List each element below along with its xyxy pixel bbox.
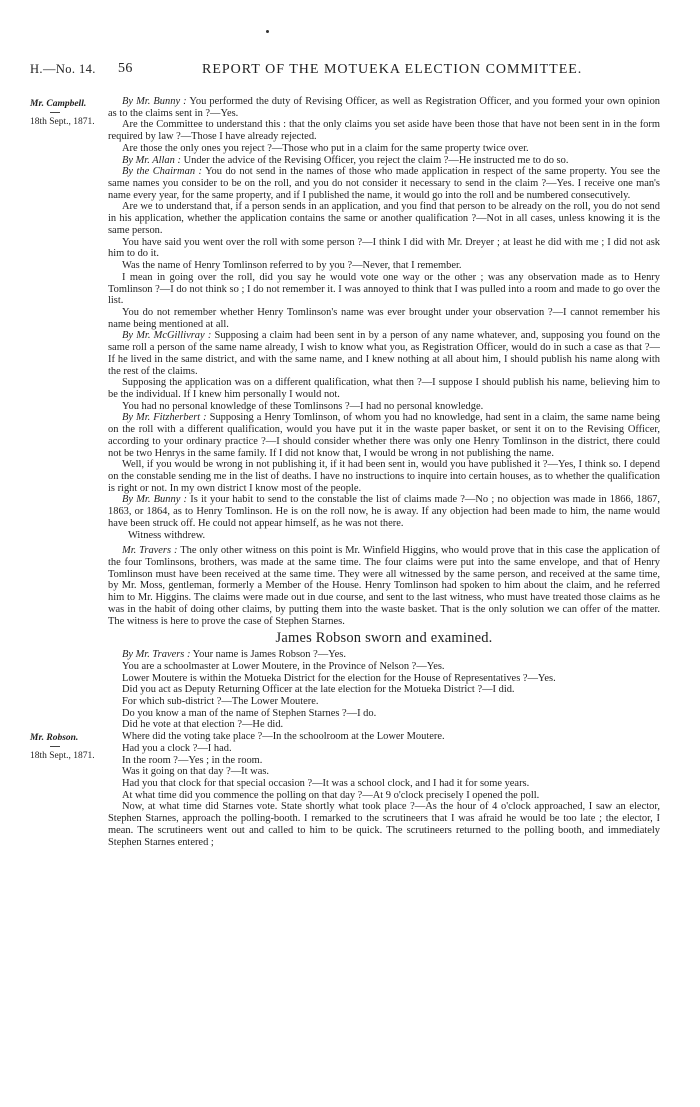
- testimony-paragraph: [108, 272, 660, 307]
- margin-note-rule: [50, 746, 60, 747]
- paragraph-text: You performed the duty of Revising Officer, as well as Registration Officer, and you formed your own opinion as to the claims sent in ?—Yes.: [108, 96, 661, 119]
- section-heading: James Robson sworn and examined.: [275, 630, 493, 647]
- testimony-paragraph: [108, 143, 660, 155]
- testimony-paragraph: [108, 166, 660, 201]
- paragraph-text: You do not remember whether Henry Tomlinson's name was ever brought under your observation ?—I cannot remember his name being mentioned at all.: [108, 306, 660, 330]
- paragraph-text: Was it going on that day ?—It was.: [122, 766, 269, 778]
- paragraph-text: Under the advice of the Revising Officer, you reject the claim ?—He instructed me to do so.: [180, 154, 569, 166]
- paragraph-text: For which sub-district ?—The Lower Moutere.: [122, 695, 319, 707]
- travers-statement: [108, 545, 660, 627]
- paragraph-text: Where did the voting take place ?—In the schoolroom at the Lower Moutere.: [122, 731, 445, 743]
- margin-note-name: Mr. Robson.: [30, 733, 79, 743]
- testimony-paragraph: [108, 649, 660, 661]
- paragraph-text: Are the Committee to understand this : that the only claims you set aside have been those that have not been sent in in the form required by law ?—Those I have already rejected.: [108, 119, 660, 143]
- testimony-paragraph: [108, 459, 660, 494]
- paragraph-text: Are those the only ones you reject ?—Those who put in a claim for the same property twice over.: [122, 142, 529, 154]
- testimony-paragraph: [108, 778, 660, 790]
- testimony-paragraph: [108, 377, 660, 400]
- testimony-paragraph: [108, 201, 660, 236]
- testimony-paragraph: [108, 743, 660, 755]
- margin-note-name: Mr. Campbell.: [30, 99, 87, 109]
- paragraph-text: I mean in going over the roll, did you say he would vote one way or the other ; was any observation made as to Henry Tomlinson ?—I do not think so ; I do not remember it. I was annoyed to think that I was pulled into a room and made to go over the list.: [108, 271, 660, 307]
- speaker: By Mr. Bunny :: [122, 96, 187, 107]
- testimony-paragraph: [108, 766, 660, 778]
- paragraph-text: In the room ?—Yes ; in the room.: [122, 754, 263, 766]
- testimony-paragraph: [108, 96, 660, 119]
- paragraph-text: You do not send in the names of those who made application in respect of the same property. You see the same names you consider to be on the roll, and you do not consider it necessary to send in the claim ?—Yes. I receive one man's name every year, for the same property, and if I published the name, it would go into the roll and be numbered consecutively.: [108, 166, 660, 201]
- margin-note-robson: [30, 732, 95, 762]
- testimony-paragraph: [108, 401, 660, 413]
- paragraph-text: Had you a clock ?—I had.: [122, 742, 232, 754]
- paragraph-text: Did you act as Deputy Returning Officer at the late election for the Motueka District ?—I did.: [122, 684, 515, 696]
- testimony-paragraph: [108, 731, 660, 743]
- testimony-paragraph: [108, 684, 660, 696]
- testimony-paragraph: [108, 155, 660, 167]
- paragraph-text: Are we to understand that, if a person sends in an application, and you find that person to be already on the roll, you do not send in his application, whether the application contains the same or another qualification ?—Not in all cases, unless knowing it is the same person.: [108, 201, 660, 236]
- testimony-paragraph: [108, 696, 660, 708]
- paragraph-text: You had no personal knowledge of these Tomlinsons ?—I had no personal knowledge.: [122, 400, 484, 412]
- paragraph-text: Lower Moutere is within the Motueka District for the election for the House of Representatives ?—Yes.: [122, 672, 556, 684]
- margin-note-campbell: [30, 98, 95, 128]
- margin-note-rule: [50, 112, 60, 113]
- testimony-paragraph: [108, 119, 660, 142]
- speaker: By Mr. Fitzherbert :: [122, 412, 207, 424]
- witness-withdrew: Witness withdrew.: [128, 529, 206, 541]
- paragraph-text: You have said you went over the roll with some person ?—I think I did with Mr. Dreyer ; at least he did with me ; I did not ask him to do it.: [108, 236, 660, 260]
- paragraph-text: At what time did you commence the polling on that day ?—At 9 o'clock precisely I opened the poll.: [122, 789, 540, 801]
- paragraph-text: Supposing a claim had been sent in by a person of any name whatever, and, supposing you found on the same roll a person of the same name already, I wish to know what you, as Registration Officer, would do in such a case as that ?—If he lived in the same district, and with the same name, and I knew nothing at all about him, I should publish his name along with the rest of the claims.: [108, 330, 661, 377]
- margin-note-date: 18th Sept., 1871.: [30, 117, 95, 127]
- testimony-paragraph: [108, 494, 660, 529]
- speaker: By Mr. Bunny :: [122, 494, 188, 506]
- testimony-campbell: [108, 96, 660, 530]
- paragraph-text: Had you that clock for that special occasion ?—It was a school clock, and I had it for some years.: [122, 777, 530, 789]
- paragraph-text: Now, at what time did Starnes vote. State shortly what took place ?—As the hour of 4 o'clock approached, I saw an elector, Stephen Starnes, approach the polling-booth. I remarked to the scrutineers that I was afraid he would be too late ; the elector, I mean. The scrutineers went out and called to him to be quick. The scrutineers returned to the polling booth, and immediately Stephen Starnes entered ;: [108, 801, 660, 848]
- testimony-paragraph: [108, 260, 660, 272]
- page-number: 56: [118, 61, 133, 76]
- paragraph-text: Supposing a Henry Tomlinson, of whom you had no knowledge, had sent in a claim, the same name being on the roll with a different qualification, would you have put it in the waste paper basket, or sent it on to the Revising Officer, according to your ordinary practice ?—I should consider whether there was only one Henry Tomlinson in the district, there could not be two Henrys in the same family. If I did not know that, I would be wrong in not publishing the name.: [108, 412, 660, 459]
- paragraph-text: Was the name of Henry Tomlinson referred to by you ?—Never, that I remember.: [122, 260, 462, 272]
- testimony-paragraph: [108, 673, 660, 685]
- paragraph-text: Do you know a man of the name of Stephen Starnes ?—I do.: [122, 707, 377, 719]
- margin-note-date: 18th Sept., 1871.: [30, 751, 95, 761]
- document-reference: H.—No. 14.: [30, 62, 96, 76]
- page-title: REPORT OF THE MOTUEKA ELECTION COMMITTEE.: [202, 62, 583, 77]
- testimony-paragraph: [108, 755, 660, 767]
- speaker: Mr. Travers :: [122, 545, 178, 557]
- speck-mark: [266, 30, 269, 33]
- page-header: [30, 62, 660, 80]
- testimony-paragraph: [108, 790, 660, 802]
- speaker: By the Chairman :: [122, 166, 202, 178]
- speaker: By Mr. McGillivray :: [122, 330, 212, 342]
- testimony-paragraph: [108, 801, 660, 848]
- testimony-paragraph: [108, 412, 660, 459]
- paragraph-text: You are a schoolmaster at Lower Moutere, in the Province of Nelson ?—Yes.: [122, 660, 445, 672]
- testimony-paragraph: [108, 661, 660, 673]
- testimony-robson: [108, 649, 660, 848]
- document-body: [108, 96, 660, 848]
- paragraph-text: Your name is James Robson ?—Yes.: [190, 649, 346, 661]
- testimony-paragraph: [108, 719, 660, 731]
- testimony-paragraph: [108, 237, 660, 260]
- testimony-paragraph: [108, 307, 660, 330]
- paragraph-text: Is it your habit to send to the constable the list of claims made ?—No ; no objection was made in 1866, 1867, 1863, or 1864, as to Henry Tomlinson. He is on the roll now, he is away. If any objection had been made to him, the name would have been struck off. He could not appear himself, as he was not there.: [108, 494, 661, 529]
- speaker: By Mr. Allan :: [122, 154, 181, 166]
- paragraph-text: Did he vote at that election ?—He did.: [122, 719, 284, 731]
- paragraph-text: Supposing the application was on a different qualification, what then ?—I suppose I should publish his name, believing him to be the individual. If I knew him personally I would not.: [108, 377, 660, 400]
- speaker: By Mr. Travers :: [122, 649, 191, 661]
- paragraph-text: Well, if you would be wrong in not publishing it, if it had been sent in, would you have published it ?—Yes, I think so. I depend on the constable sending me in the list of deaths. I have no instructions to inquire into certain houses, as to whether the qualification is right or not. In my own district I know most of the people.: [108, 459, 660, 494]
- statement-text: The only other witness on this point is Mr. Winfield Higgins, who would prove that in this case the application of the four Tomlinsons, brothers, was made at the same time. The four claims were put into the same envelope, and that of Henry Tomlinson must have been received at the same time. They were all witnessed by the same person, and received at the same time, by Mr. Moss, gentleman, formerly a Member of the House. Henry Tomlinson had spoken to him about the claim, and he referred him to Mr. Higgins. The claims were made out in due course, and sent to the last witness, who must have treated those claims as he was in the habit of doing other claims, by putting them into the waste basket. That is the only solution we can offer of the matter. The witness is here to prove the case of Stephen Starnes.: [108, 545, 660, 627]
- testimony-paragraph: [108, 708, 660, 720]
- testimony-paragraph: [108, 330, 660, 377]
